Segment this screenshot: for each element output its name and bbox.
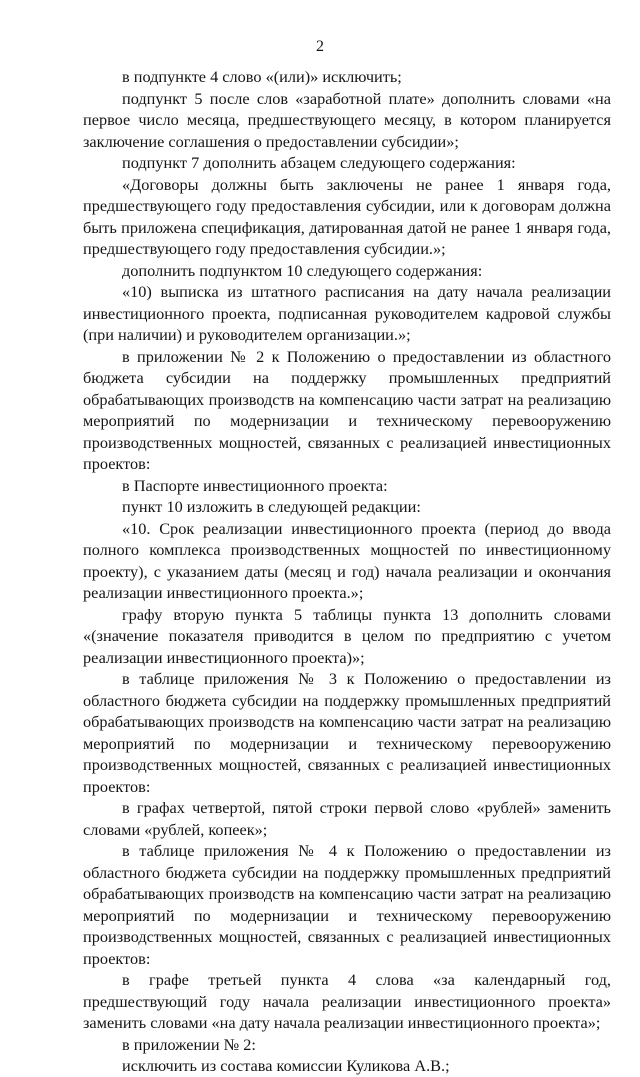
paragraph: дополнить подпунктом 10 следующего содержания: <box>122 260 483 280</box>
paragraph: в приложении № 2: <box>122 1034 256 1054</box>
page-number: 2 <box>316 38 324 55</box>
paragraph: в Паспорте инвестиционного проекта: <box>122 475 388 495</box>
paragraph: «Договоры должны быть заключены не ранее 1 января года, предшествующего году предоставления субсидии, или к договорам должна быть приложена спецификация, датированная датой не ранее 1 января года, предшествующего году предоставления субсидии.»; <box>83 174 611 258</box>
paragraph: «10) выписка из штатного расписания на дату начала реализации инвестиционного проекта, подписанная руководителем кадровой службы (при наличии) и руководителем организации.»; <box>83 282 611 344</box>
paragraph: в графе третьей пункта 4 слова «за календарный год, предшествующий году начала реализации инвестиционного проекта» заменить словами «на дату начала реализации инвестиционного проекта»; <box>83 970 611 1032</box>
paragraph: подпункт 5 после слов «заработной плате» дополнить словами «на первое число месяца, предшествующего месяцу, в котором планируется заключение соглашения о предоставлении субсидии»; <box>83 88 611 151</box>
paragraph: в таблице приложения № 3 к Положению о предоставлении из областного бюджета субсидии на поддержку промышленных предприятий обрабатывающих производств на компенсацию части затрат на реализацию мероприятий по модернизации и техническому перевооружению производственных мощностей, связанных с реализацией инвестиционных проектов: <box>83 669 611 796</box>
document-body <box>83 66 611 1077</box>
paragraph: исключить из состава комиссии Куликова А.В.; <box>122 1056 450 1075</box>
paragraph: в графах четвертой, пятой строки первой слово «рублей» заменить словами «рублей, копеек»; <box>83 798 611 839</box>
paragraph: «10. Срок реализации инвестиционного проекта (период до ввода полного комплекса производственных мощностей по инвестиционному проекту), с указанием даты (месяц и год) начала реализации и окончания реализации инвестиционного проекта.»; <box>83 518 611 602</box>
paragraph: в таблице приложения № 4 к Положению о предоставлении из областного бюджета субсидии на поддержку промышленных предприятий обрабатывающих производств на компенсацию части затрат на реализацию мероприятий по модернизации и техническому перевооружению производственных мощностей, связанных с реализацией инвестиционных проектов: <box>83 841 611 968</box>
paragraph: пункт 10 изложить в следующей редакции: <box>122 497 421 516</box>
paragraph: подпункт 7 дополнить абзацем следующего содержания: <box>122 153 516 172</box>
paragraph: графу вторую пункта 5 таблицы пункта 13 дополнить словами «(значение показателя приводится в целом по предприятию с учетом реализации инвестиционного проекта)»; <box>83 604 611 667</box>
paragraph: в подпункте 4 слово «(или)» исключить; <box>122 67 402 86</box>
paragraph: в приложении № 2 к Положению о предоставлении из областного бюджета субсидии на поддержку промышленных предприятий обрабатывающих производств на компенсацию части затрат на реализацию мероприятий по модернизации и техническому перевооружению производственных мощностей, связанных с реализацией инвестиционных проектов: <box>83 346 611 473</box>
